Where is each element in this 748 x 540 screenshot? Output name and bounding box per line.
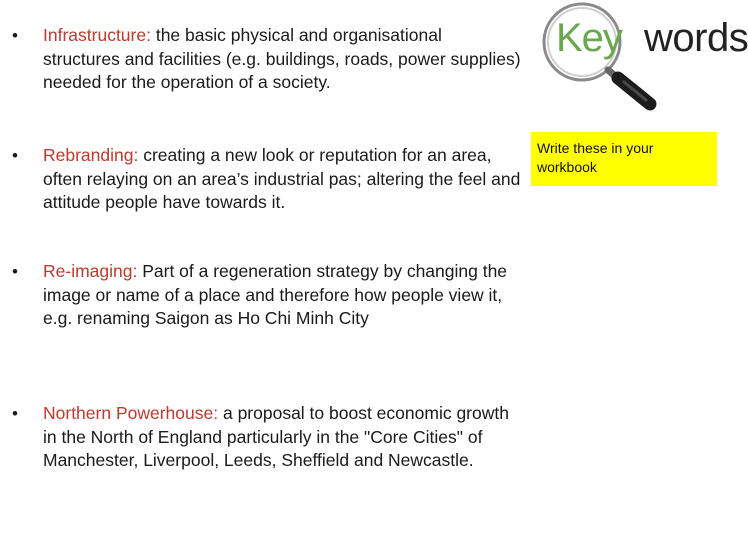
keyword-definition: a proposal to boost economic growth in the North of England particularly in the "Core Cities" of Manchester, Liverpool, Leeds, Sheffield and Newcastle. (43, 403, 509, 470)
bullet-icon: • (12, 146, 18, 165)
keyword-item-re-imaging (12, 260, 522, 331)
logo-key-text: Key (556, 16, 622, 60)
keyword-item-northern-powerhouse (12, 402, 522, 473)
keyword-term: Northern Powerhouse: (43, 403, 219, 423)
keyword-term: Re-imaging: (43, 261, 138, 281)
keyword-definition: the basic physical and organisational structures and facilities (e.g. buildings, roads, power supplies) needed for the operation of a society. (43, 25, 521, 92)
keyword-definition: creating a new look or reputation for an area, often relaying on an area’s industrial pas; altering the feel and attitude people have towards it. (43, 145, 521, 212)
keyword-definition: Part of a regeneration strategy by changing the image or name of a place and therefore how people view it, e.g. renaming Saigon as Ho Chi Minh City (43, 261, 508, 328)
keywords-logo (538, 0, 748, 108)
keyword-item-rebranding (12, 144, 522, 215)
bullet-icon: • (12, 26, 18, 45)
keyword-term: Infrastructure: (43, 25, 151, 45)
logo-words-text: words (644, 16, 748, 60)
bullet-icon: • (12, 262, 18, 281)
keyword-item-infrastructure (12, 24, 522, 95)
keyword-term: Rebranding: (43, 145, 139, 165)
bullet-icon: • (12, 404, 18, 423)
workbook-note: Write these in your workbook (531, 132, 717, 186)
